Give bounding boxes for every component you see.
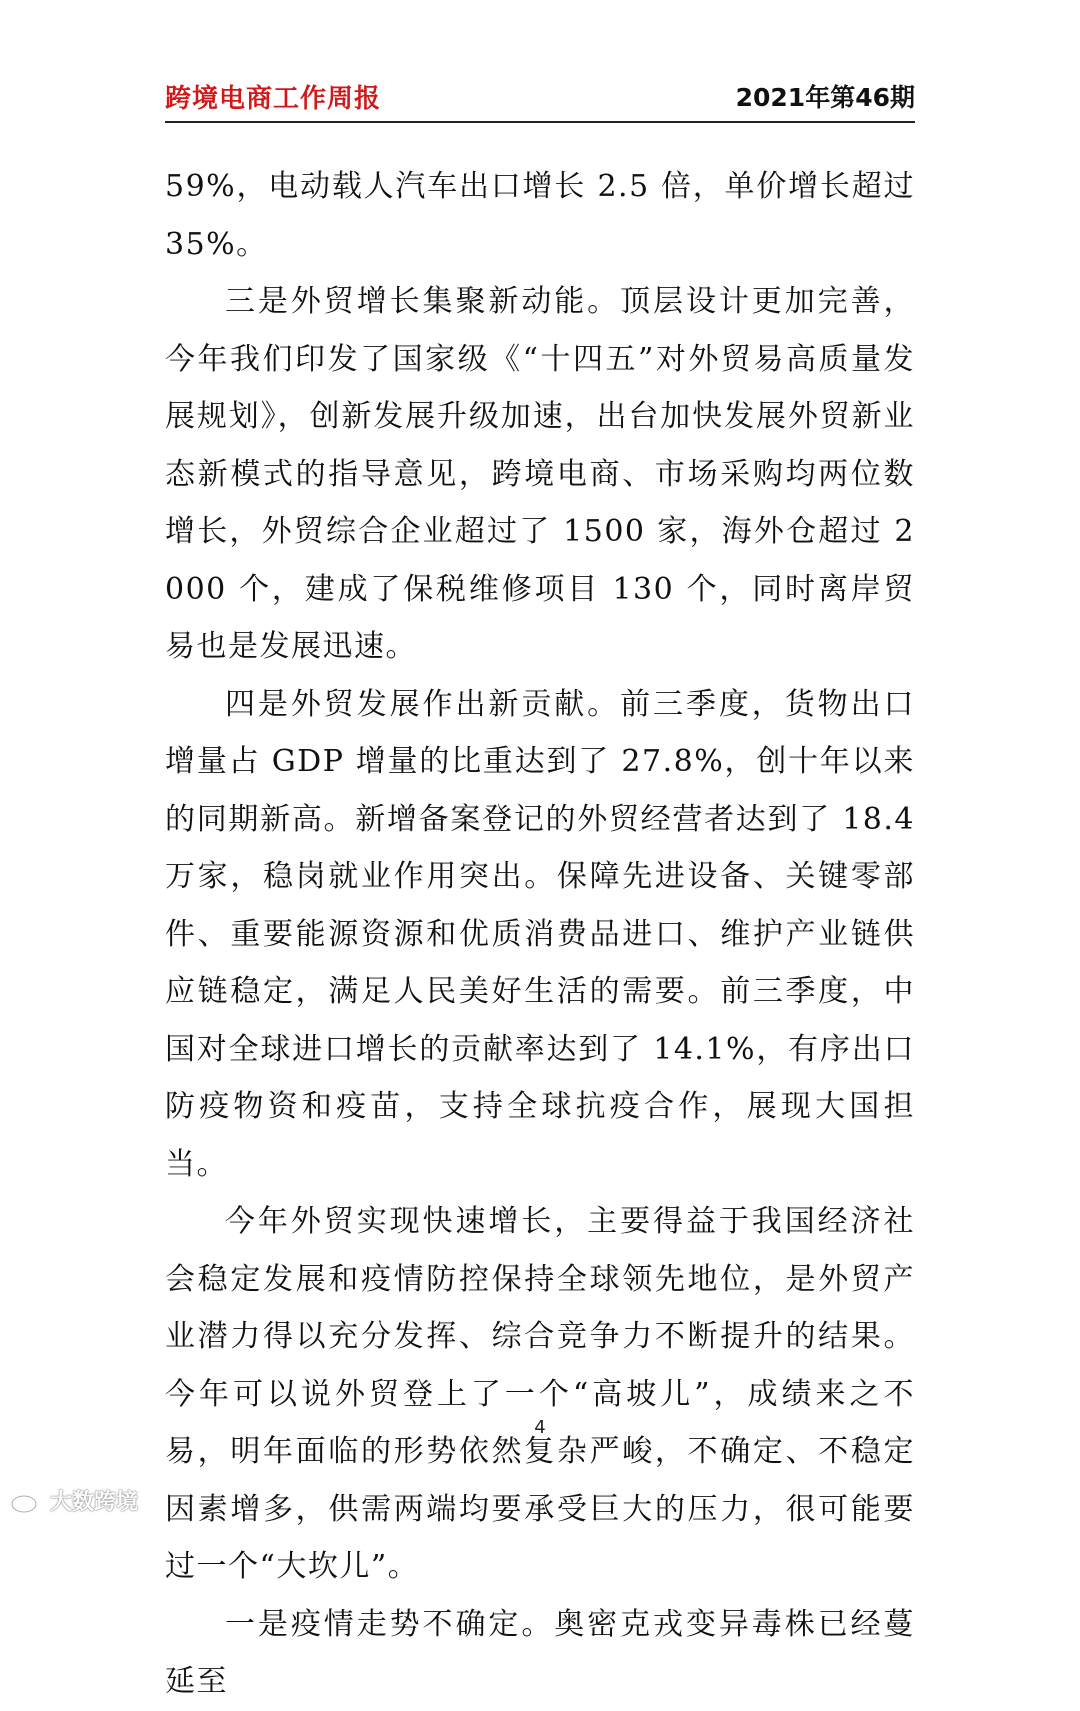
- paragraph: 今年外贸实现快速增长，主要得益于我国经济社会稳定发展和疫情防控保持全球领先地位，是外贸产业潜力得以充分发挥、综合竞争力不断提升的结果。今年可以说外贸登上了一个“高坡儿”，成绩来之不易，明年面临的形势依然复杂严峻，不确定、不稳定因素增多，供需两端均要承受巨大的压力，很可能要过一个“大坎儿”。: [165, 1204, 915, 1584]
- paragraph: 一是疫情走势不确定。奥密克戎变异毒株已经蔓延至: [165, 1606, 915, 1699]
- header-divider: [165, 121, 915, 123]
- weibo-logo-icon: [10, 1488, 44, 1514]
- paragraph-continued: 59%，电动载人汽车出口增长 2.5 倍，单价增长超过 35%。: [165, 169, 915, 262]
- page-header: [165, 72, 915, 116]
- watermark: [10, 1485, 138, 1516]
- page-number: 4: [534, 1417, 546, 1438]
- issue-number: 2021年第46期: [735, 83, 915, 112]
- paragraph: 三是外贸增长集聚新动能。顶层设计更加完善，今年我们印发了国家级《“十四五”对外贸易高质量发展规划》，创新发展升级加速，出台加快发展外贸新业态新模式的指导意见，跨境电商、市场采购均两位数增长，外贸综合企业超过了 1500 家，海外仓超过 2000 个，建成了保税维修项目 130 个，同时离岸贸易也是发展迅速。: [165, 284, 915, 664]
- publication-title: 跨境电商工作周报: [165, 84, 382, 114]
- watermark-text: 大数跨境: [50, 1490, 139, 1515]
- article-body: [165, 158, 915, 1711]
- paragraph: 四是外贸发展作出新贡献。前三季度，货物出口增量占 GDP 增量的比重达到了 27.8%，创十年以来的同期新高。新增备案登记的外贸经营者达到了 18.4 万家，稳岗就业作用突出。保障先进设备、关键零部件、重要能源资源和优质消费品进口、维护产业链供应链稳定，满足人民美好生活的需要。前三季度，中国对全球进口增长的贡献率达到了 14.1%，有序出口防疫物资和疫苗，支持全球抗疫合作，展现大国担当。: [165, 686, 915, 1182]
